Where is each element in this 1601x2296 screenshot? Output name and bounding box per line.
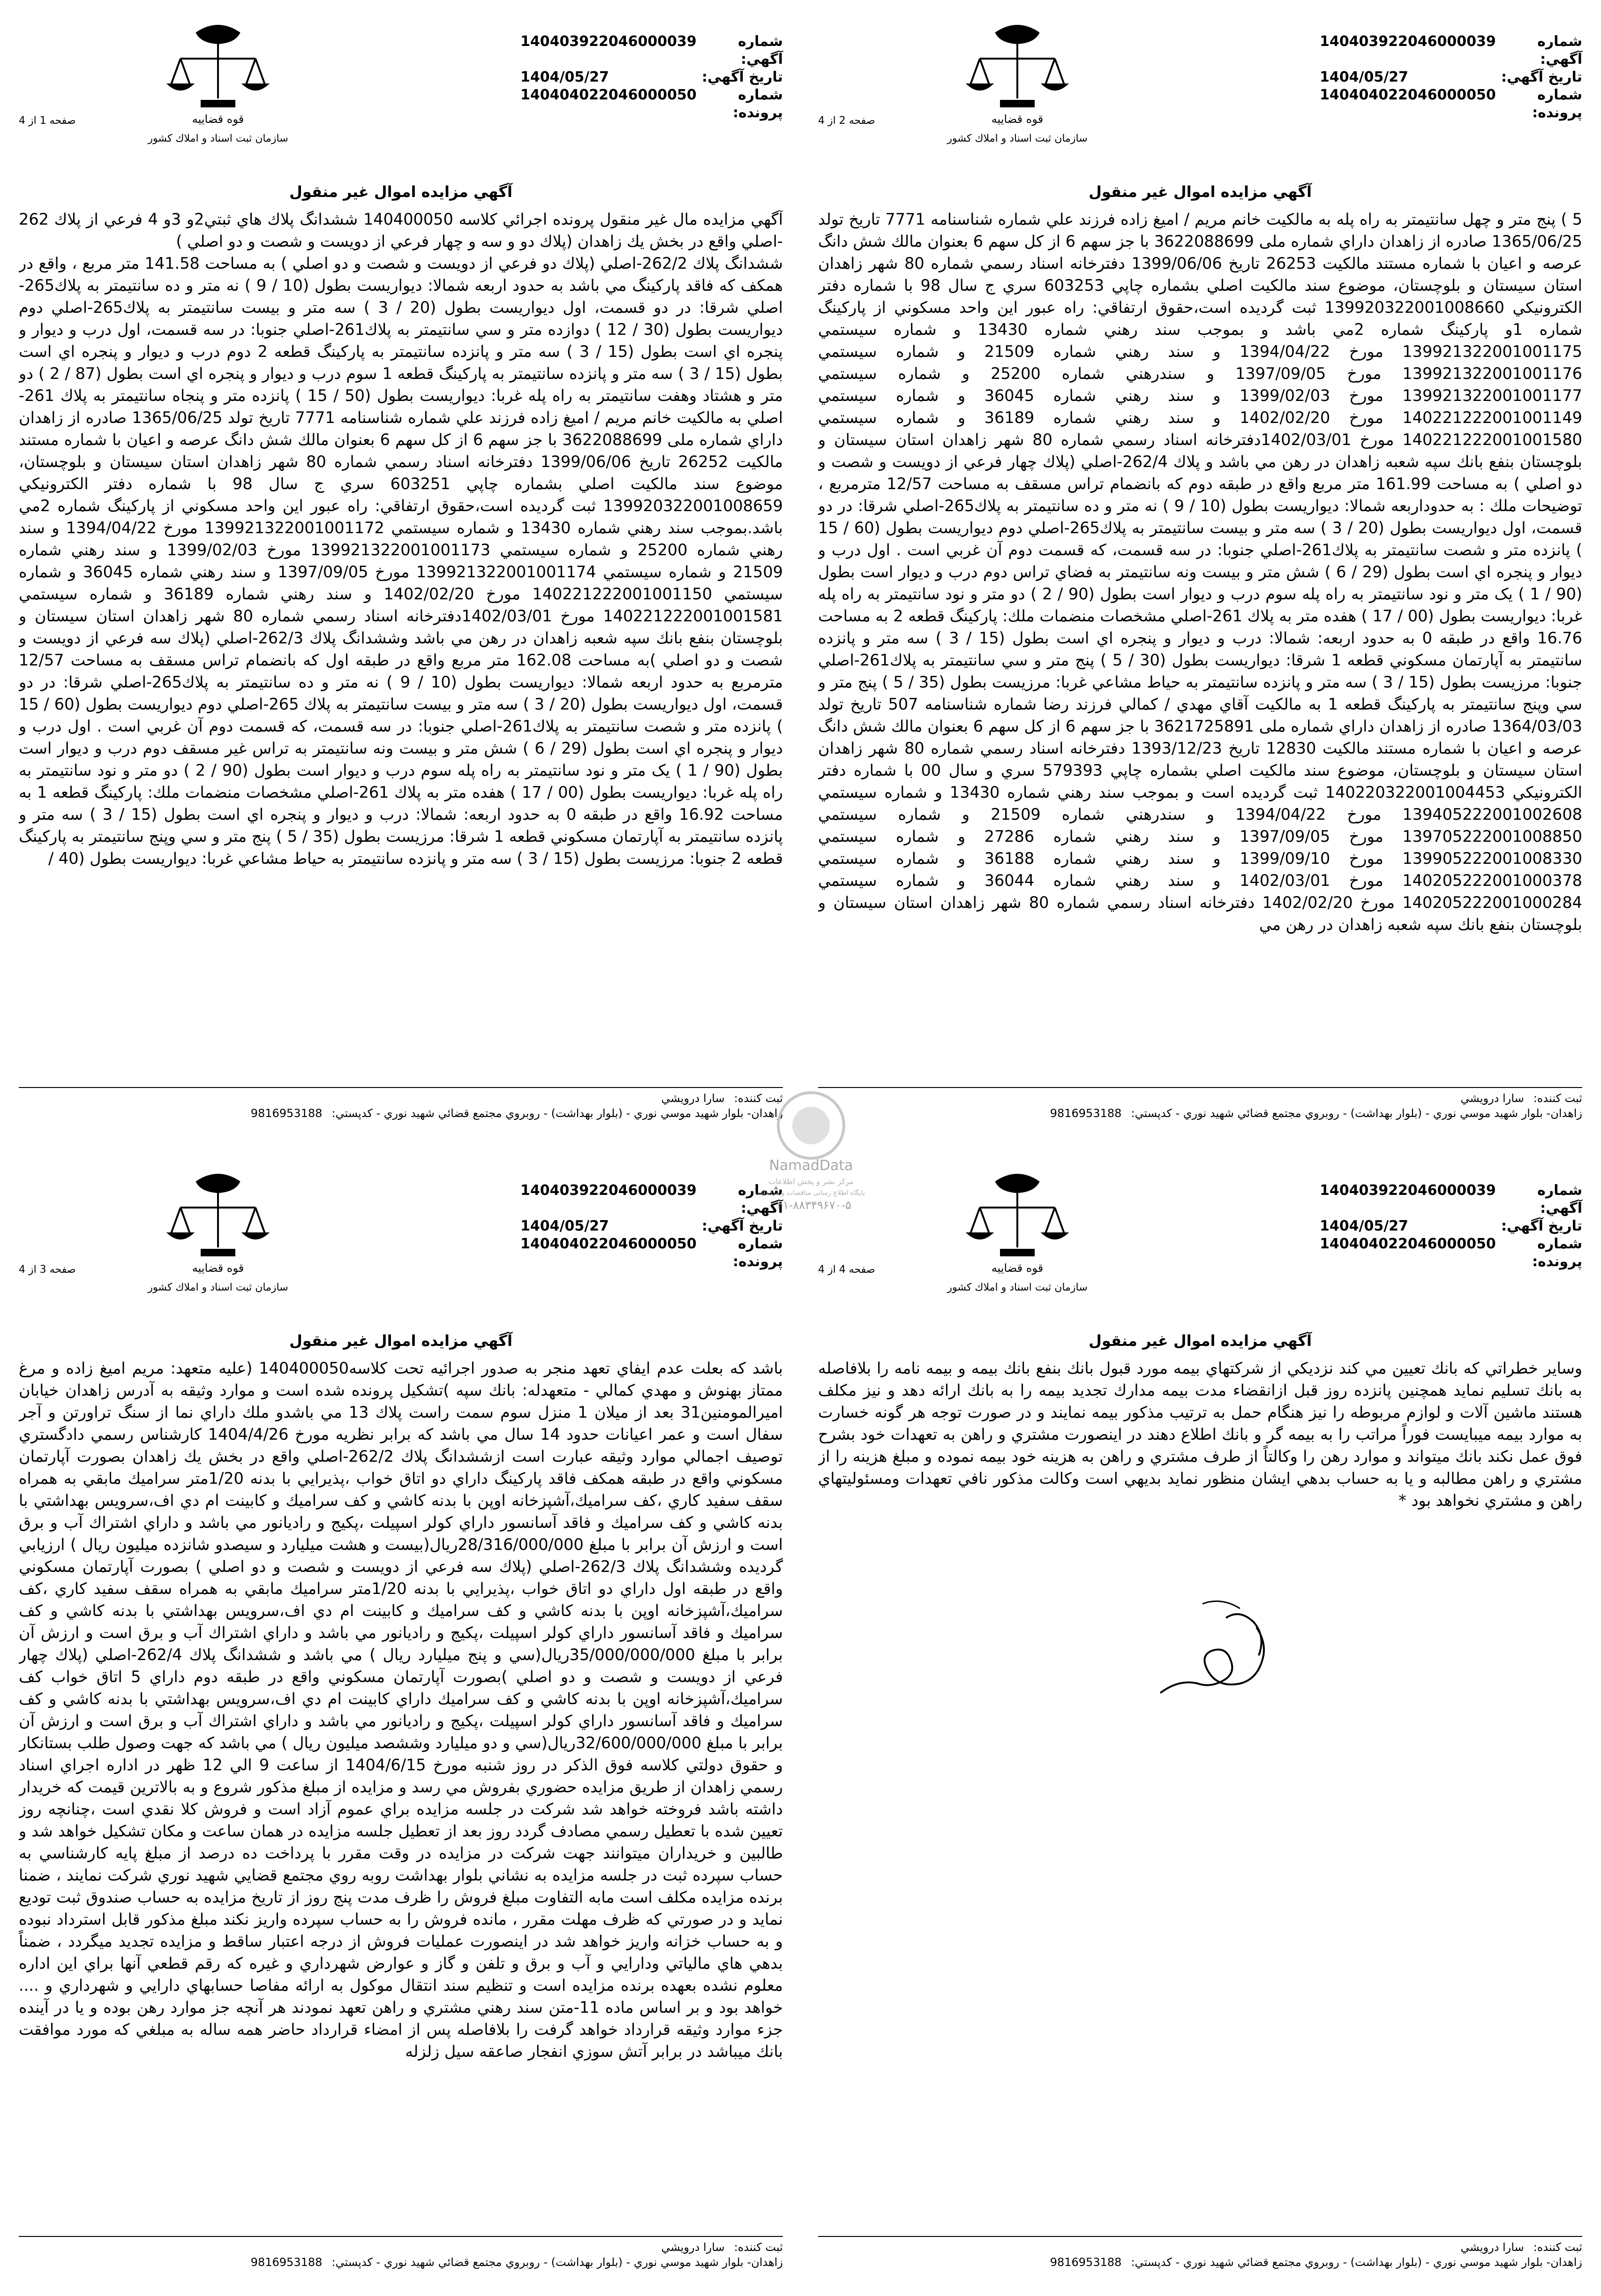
page-footer (818, 2236, 1582, 2270)
file-number-label: شماره پرونده: (1532, 1236, 1582, 1270)
namaddata-watermark (741, 1074, 881, 1215)
registrar-name: سارا درويشي (1460, 2241, 1524, 2254)
page-2 (804, 5, 1596, 1135)
notice-title: آگهي مزايده اموال غير منقول (289, 1332, 512, 1350)
postal-code: 9816953188 (1050, 2256, 1122, 2269)
registrar-name: سارا درويشي (1460, 1092, 1524, 1105)
file-number: 140404022046000050 (1320, 1236, 1496, 1252)
file-number: 140404022046000050 (1320, 87, 1496, 103)
page-header (818, 14, 1582, 155)
ad-meta (520, 33, 783, 122)
page-header (19, 14, 783, 155)
office-address: زاهدان- بلوار شهيد موسي نوري - (بلوار بهداشت) - روبروي مجتمع قضائي شهيد نوري - كدپستي: (331, 1107, 783, 1120)
file-number-label: شماره پرونده: (733, 1236, 783, 1270)
page-footer (818, 1087, 1582, 1121)
notice-body: وساير خطراتي كه بانك تعيين مي كند نزديكي از شركتهاي بيمه مورد قبول بانك بنفع بانك بيمه و بيمه نامه را بلافاصله به بانك تسليم نمايد همچنين پانزده روز قبل ازانقضاء مدت بيمه مدارك تجديد بيمه را به بانك ارائه دهد و نيز مكلف هستند ماشين آلات و لوازم مربوطه را نيز هنگام حمل به ترتيب مذكور بيمه نمايند و در صورت توجه هر گونه خسارت به موارد بيمه ميبايست فوراً مراتب را به بيمه گر و بانك اطلاع دهند در اينصورت مشتري و راهن به تعهدات خود بشرح فوق عمل نكند بانك ميتواند و موارد رهن را وكالتاً از طرف مشتري و راهن به هزينه خود بيمه نموده و مبلغ هزينه را از مشتري و راهن مطالبه و يا به حساب بدهي ايشان منظور نمايد بديهي است وكالت مذكور نافي تعهدات ومسئوليتهاي راهن و مشتري نخواهد بود * (818, 1359, 1582, 1510)
watermark-tagline: مرکز نشر و پخش اطلاعات (768, 1177, 854, 1186)
ad-date-label: تاريخ آگهي: (701, 1218, 783, 1234)
ad-meta (1320, 1182, 1582, 1271)
ad-number: 140403922046000039 (520, 33, 697, 50)
notice-title: آگهي مزايده اموال غير منقول (1089, 1332, 1312, 1350)
page-number: صفحه 3 از 4 (19, 1264, 76, 1276)
registrar-name: سارا درويشي (661, 2241, 725, 2254)
ad-date: 1404/05/27 (1320, 1218, 1408, 1234)
page-number: صفحه 2 از 4 (818, 115, 875, 127)
notice-body: آگهي مزايده مال غير منقول پرونده اجرائي كلاسه 140400050 ششدانگ پلاك هاي ثبتي2و 3و 4 فرعي از پلاك 262 -اصلي واقع در بخش يك زاهدان (پلاك دو و سه و چهار فرعي از دويست و شصت و دو اصلي ) ششدانگ پلاك 262/2-اصلي (پلاك دو فرعي از دويست و شصت و دو اصلي ) به مساحت 141.58 متر مربع ، واقع در همكف كه فاقد پاركينگ مي باشد به حدود اربعه شمالا: ديواريست بطول (10 / 9 ) نه متر و ده سانتيمتر به پلاك265-اصلي شرقا: در دو قسمت، اول ديواريست بطول (20 / 3 ) سه متر و بيست سانتيمتر به پلاك265-اصلي دوم ديواريست بطول (30 / 12 ) دوازده متر و سي سانتيمتر به پلاك261-اصلي جنوبا: در سه قسمت، اول درب و ديوار و پنجره اي است بطول (15 / 3 ) سه متر و پانزده سانتيمتر به پاركينگ قطعه 2 دوم درب و ديوار و پنجره اي است بطول (15 / 3 ) سه متر و پانزده سانتيمتر به پاركينگ قطعه 1 سوم درب و ديوار و پنجره اي است بطول (87 / 2 ) دو متر و هشتاد وهفت سانتيمتر به راه پله غربا: ديواريست بطول (50 / 15 ) پانزده متر و پنجاه سانتيمتر به پلاك 261-اصلي به مالكيت خانم مريم / امیغ زاده فرزند علي شماره شناسنامه 7771 تاريخ تولد 1365/06/25 صادره از زاهدان داراي شماره ملی 3622088699 با جز سهم 6 از كل سهم 6 بعنوان مالك شش دانگ عرصه و اعيان با شماره مستند مالكيت 26252 تاريخ 1399/06/06 دفترخانه اسناد رسمي شماره 80 شهر زاهدان استان سيستان و بلوچستان، موضوع سند مالكيت اصلي بشماره چاپي 603251 سري ج سال 98 با شماره دفتر الكترونيكي 139920322001008659 ثبت گرديده است،حقوق ارتفاقي: راه عبور اين واحد مسكوني از پاركينگ شماره 2مي باشد.بموجب سند رهني شماره 13430 و شماره سيستمي 139921322001001172 مورخ 1394/04/22 و سند رهني شماره 25200 و شماره سيستمي 139921322001001173 مورخ 1399/02/03 و سند رهني شماره 21509 و شماره سيستمي 139921322001001174 مورخ 1397/09/05 و سند رهني شماره 36045 و شماره سيستمي 140221222001001150 مورخ 1402/02/20 و سند رهني شماره 36189 و شماره سيستمي 140221222001001581 مورخ 1402/03/01دفترخانه اسناد رسمي شماره 80 شهر زاهدان استان سيستان و بلوچستان بنفع بانك سپه شعبه زاهدان در رهن مي باشد وششدانگ پلاك 262/3-اصلي (پلاك سه فرعي از دويست و شصت و دو اصلي )به مساحت 162.08 متر مربع واقع در طبقه اول كه بانضمام تراس مسقف به مساحت 12/57 مترمربع به حدود اربعه شمالا: ديواريست بطول (10 / 9 ) نه متر و ده سانتيمتر به پلاك265-اصلي شرقا: در دو قسمت، اول ديواريست بطول (20 / 3 ) سه متر و بيست سانتيمتر به پلاك 265-اصلي دوم ديواريست بطول (60 / 15 ) پانزده متر و شصت سانتيمتر به پلاك261-اصلي جنوبا: در سه قسمت، كه قسمت دوم آن غربي است . اول درب و ديوار و پنجره اي است بطول (29 / 6 ) شش متر و بيست ونه سانتيمتر به تراس غير مسقف دوم درب و ديوار است بطول (90 / 1 ) يک متر و نود سانتيمتر به راه پله سوم درب و ديوار است بطول (90 / 2 ) دو متر و نود سانتيمتر به راه پله غربا: ديواريست بطول (00 / 17 ) هفده متر به پلاك 261-اصلي مشخصات منضمات ملك: پاركينگ قطعه 1 به مساحت 16.92 واقع در طبقه 0 به حدود اربعه: شمالا: درب و ديوار و پنجره اي است بطول (15 / 3 ) سه متر و پانزده سانتيمتر به آپارتمان مسكوني قطعه 1 شرقا: مرزيست بطول (35 / 5 ) پنج متر و سي وپنج سانتيمتر به پاركينگ قطعه 2 جنوبا: مرزيست بطول (15 / 3 ) سه متر و پانزده سانتيمتر به حياط مشاعي غربا: ديواريست بطول (40 / (19, 210, 783, 868)
ad-date-label: تاريخ آگهي: (701, 69, 783, 85)
judiciary-emblem-icon (940, 14, 1095, 155)
page-1 (5, 5, 797, 1135)
postal-code: 9816953188 (1050, 1107, 1122, 1120)
org-line2: سازمان ثبت اسناد و املاك كشور (148, 133, 288, 144)
file-number-label: شماره پرونده: (1532, 87, 1582, 121)
page-number: صفحه 1 از 4 (19, 115, 76, 127)
file-number: 140404022046000050 (520, 87, 697, 103)
registrar-label: ثبت كننده: (1533, 1092, 1582, 1105)
notice-title: آگهي مزايده اموال غير منقول (1089, 183, 1312, 201)
registrar-label: ثبت كننده: (734, 2241, 783, 2254)
watermark-subtitle: پایگاه اطلاع رسانی مناقصات و مزایدات (757, 1189, 865, 1197)
ad-meta (1320, 33, 1582, 122)
registrar-name: سارا درويشي (661, 1092, 725, 1105)
org-line1: قوه قضاييه (192, 113, 244, 126)
page-header (818, 1163, 1582, 1304)
postal-code: 9816953188 (250, 1107, 323, 1120)
ad-date: 1404/05/27 (520, 69, 609, 85)
org-line2: سازمان ثبت اسناد و املاك كشور (947, 1282, 1088, 1293)
ad-number: 140403922046000039 (1320, 1182, 1496, 1199)
org-line2: سازمان ثبت اسناد و املاك كشور (148, 1282, 288, 1293)
page-header (19, 1163, 783, 1304)
ad-date: 1404/05/27 (520, 1218, 609, 1234)
file-number: 140404022046000050 (520, 1236, 697, 1252)
page-number: صفحه 4 از 4 (818, 1264, 875, 1276)
notice-body: 5 ) پنج متر و چهل سانتيمتر به راه پله به مالكيت خانم مريم / امیغ زاده فرزند علي شماره شناسنامه 7771 تاريخ تولد 1365/06/25 صادره از زاهدان داراي شماره ملی 3622088699 با جز سهم 6 از كل سهم 6 بعنوان مالك شش دانگ عرصه و اعيان با شماره مستند مالكيت 26253 تاريخ 1399/06/06 دفترخانه اسناد رسمي شماره 80 شهر زاهدان استان سيستان و بلوچستان، موضوع سند مالكيت اصلي بشماره چاپي 603253 سري ج سال 98 با شماره دفتر الكترونيكي 139920322001008660 ثبت گرديده است،حقوق ارتفاقي: راه عبور اين واحد مسكوني از پاركينگ شماره 1و پاركينگ شماره 2مي باشد و بموجب سند رهني شماره 13430 و شماره سيستمي 139921322001001175 مورخ 1394/04/22 و سند رهني شماره 21509 و شماره سيستمي 139921322001001176 مورخ 1397/09/05 و سندرهني شماره 25200 و شماره سيستمي 139921322001001177 مورخ 1399/02/03 و سند رهني شماره 36045 و شماره سيستمي 140221222001001149 مورخ 1402/02/20 و سند رهني شماره 36189 و شماره سيستمي 140221222001001580 مورخ 1402/03/01دفترخانه اسناد رسمي شماره 80 شهر زاهدان استان سيستان و بلوچستان بنفع بانك سپه شعبه زاهدان در رهن مي باشد و پلاك 262/4-اصلي (پلاك چهار فرعي از دويست و شصت و دو اصلي ) به مساحت 161.99 متر مربع واقع در طبقه دوم كه بانضمام تراس مسقف به مساحت 12/57 مترمربع ، توضيحات ملك : به حدوداربعه شمالا: ديواريست بطول (10 / 9 ) نه متر و ده سانتيمتر به پلاك265-اصلي شرقا: در دو قسمت، اول ديواريست بطول (20 / 3 ) سه متر و بيست سانتيمتر به پلاك265-اصلي دوم ديواريست بطول (60 / 15 ) پانزده متر و شصت سانتيمتر به پلاك261-اصلي جنوبا: در سه قسمت، كه قسمت دوم آن غربي است . اول درب و ديوار و پنجره اي است بطول (29 / 6 ) شش متر و بيست ونه سانتيمتر به فضاي تراس دوم درب و ديوار است بطول (90 / 1 ) يک متر و نود سانتيمتر به راه پله سوم درب و ديوار است بطول (90 / 2 ) دو متر و نود سانتيمتر به راه پله غربا: ديواريست بطول (00 / 17 ) هفده متر به پلاك 261-اصلي مشخصات منضمات ملك: پاركينگ قطعه 2 به مساحت 16.76 واقع در طبقه 0 به حدود اربعه: شمالا: درب و ديوار و پنجره اي است بطول (15 / 3 ) سه متر و پانزده سانتيمتر به آپارتمان مسكوني قطعه 1 شرقا: ديواريست بطول (30 / 5 ) پنج متر و سي سانتيمتر به پلاك261-اصلي جنوبا: مرزيست بطول (15 / 3 ) سه متر و پانزده سانتيمتر به حياط مشاعي غربا: مرزيست بطول (35 / 5 ) پنج متر و سي وپنج سانتيمتر به پاركينگ قطعه 1 به مالكيت آقاي مهدي / كمالي فرزند رضا شماره شناسنامه 507 تاريخ تولد 1364/03/03 صادره از زاهدان داراي شماره ملی 3621725891 با جز سهم 6 از كل سهم 6 بعنوان مالك شش دانگ عرصه و اعيان با شماره مستند مالكيت 12830 تاريخ 1393/12/23 دفترخانه اسناد رسمي شماره 80 شهر زاهدان استان سيستان و بلوچستان، موضوع سند مالكيت اصلي بشماره چاپي 579393 سري و سال 00 با شماره دفتر الكترونيكي 140220322001004453 ثبت گرديده است و بموجب سند رهني شماره 13430 و شماره سيستمي 139405222001002608 مورخ 1394/04/22 و سندرهني شماره 21509 و شماره سيستمي 139705222001008850 مورخ 1397/09/05 و سند رهني شماره 27286 و شماره سيستمي 139905222001008330 مورخ 1399/09/10 و سند رهني شماره 36188 و شماره سيستمي 140205222001000378 مورخ 1402/03/01 و سند رهني شماره 36044 و شماره سيستمي 140205222001000284 مورخ 1402/02/20 دفترخانه اسناد رسمي شماره 80 شهر زاهدان استان سيستان و بلوچستان بنفع بانك سپه شعبه زاهدان در رهن مي (818, 210, 1582, 934)
ad-date-label: تاريخ آگهي: (1501, 1218, 1582, 1234)
ad-number-label: شماره آگهي: (1537, 33, 1582, 68)
postal-code: 9816953188 (250, 2256, 323, 2269)
ad-date-label: تاريخ آگهي: (1501, 69, 1582, 85)
ad-number: 140403922046000039 (1320, 33, 1496, 50)
notice-body: باشد كه بعلت عدم ايفاي تعهد منجر به صدور اجرائيه تحت كلاسه140400050 (عليه متعهد: مريم امیغ زاده و مرغ ممتاز بهنوش و مهدي كمالي - متعهدله: بانك سپه )تشكيل پرونده شده است و موارد وثيقه به آدرس زاهدان خيابان اميرالمومنين31 بعد از ميلان 1 منزل سوم سمت راست پلاك 13 مي باشدو ملك داراي نما از سنگ تراورتن و آجر سفال است و عمر اعيانات حدود 14 سال مي باشد كه برابر نظريه مورخ 1404/4/26 كارشناس رسمي دادگستري توصيف اجمالي موارد وثيقه عبارت است ازششدانگ پلاك 262/2-اصلي واقع در بخش يك زاهدان بصورت آپارتمان مسكوني واقع در طبقه همكف فاقد پاركينگ داراي دو اتاق خواب ،پذيرايي با بدنه 1/20متر سراميك مابقي به همراه سقف سفيد كاري ،كف سراميك،آشپزخانه اوپن با بدنه كاشي و كف سراميك و كابينت ام دي اف،سرويس بهداشتي با بدنه كاشي و كف سراميك و فاقد آسانسور داراي كولر اسپيلت ،پكيج و راديانور مي باشد و داراي اشتراك آب و برق است و ارزش آن برابر با مبلغ 28/316/000/000ريال(بيست و هشت ميليارد و سيصدو شانزده ميليون ريال ) ارزيابي گرديده وششدانگ پلاك 262/3-اصلي (پلاك سه فرعي از دويست و شصت و دو اصلي ) بصورت آپارتمان مسكوني واقع در طبقه اول داراي دو اتاق خواب ،پذيرايي با بدنه 1/20متر سراميك مابقي به همراه سقف سفيد كاري ،كف سراميك،آشپزخانه اوپن با بدنه كاشي و كف سراميك و كابينت ام دي اف،سرويس بهداشتي با بدنه كاشي و كف سراميك و فاقد آسانسور داراي كولر اسپيلت ،پكيج و راديانور مي باشد و داراي اشتراك آب و برق است و ارزش آن برابر با مبلغ 35/000/000/000ريال(سي و پنج ميليارد ريال ) مي باشد و ششدانگ پلاك 262/4-اصلي (پلاك چهار فرعي از دويست و شصت و دو اصلي )بصورت آپارتمان مسكوني واقع در طبقه دوم داراي 5 اتاق خواب كف سراميك،آشپزخانه اوپن با بدنه كاشي و كف سراميك داراي كابينت ام دي اف،سرويس بهداشتي با بدنه كاشي و كف سراميك و فاقد آسانسور داراي كولر اسپيلت ،پكيج و راديانور مي باشد و داراي اشتراك آب و برق است و ارزش آن برابر با مبلغ 32/600/000/000ريال(سي و دو ميليارد وششصد ميليون ريال ) مي باشد كه جهت وصول طلب بستانكار و حقوق دولتي كلاسه فوق الذكر در روز شنبه مورخ 1404/6/15 از ساعت 9 الي 12 ظهر در اداره اجراي اسناد رسمي زاهدان از طريق مزايده حضوري بفروش مي رسد و مزايده از مبلغ مذكور شروع و به بالاترين قيمت كه خريدار داشته باشد فروخته خواهد شد شركت در جلسه مزايده براي عموم آزاد است و فروش كلا نقدي است ،چنانچه روز تعيين شده با تعطيل رسمي مصادف گردد روز بعد از تعطيل جلسه مزايده در همان ساعت و مكان تشكيل خواهد شد و طالبين و خريداران ميتوانند جهت شركت در مزايده در وقت مقرر با پرداخت ده درصد از مبلغ پايه كارشناسي به حساب سپرده ثبت در جلسه مزايده به نشاني بلوار بهداشت روبه روي مجتمع قضايي شهيد نوري شركت نمايند ، ضمنا برنده مزايده مكلف است مابه التفاوت مبلغ فروش را ظرف مدت پنج روز از تاريخ مزايده به حساب صندوق ثبت توديع نمايد و در صورتي كه ظرف مهلت مقرر ، مانده فروش را به حساب سپرده واريز نكند مبلغ مذكور قابل استرداد نبوده و به حساب خزانه واريز خواهد شد در اينصورت عمليات فروش از درجه اعتبار ساقط و مزايده تجديد ميگردد ، ضمناً بدهي هاي مالياتي ودارايي و آب و برق و تلفن و گاز و عوارض شهرداري و غيره كه رقم قطعي آنها براي اين اداره معلوم نشده بعهده برنده مزايده است و تنظيم سند انتقال موكول به ارائه مفاصا حسابهاي دارايي و شهرداري و .... خواهد بود و بر اساس ماده 11-متن سند رهني مشتري و راهن تعهد نمودند هر آنچه جز موارد رهن بوده و يا در آينده جزء موارد وثيقه قرارداد خواهد گرفت را بلافاصله پس از امضاء قرارداد حاضر همه ساله به مبلغي كه مورد موافقت بانك ميباشد در برابر آتش سوزي انفجار صاعقه سيل زلزله (19, 1359, 783, 2061)
page-footer (19, 1087, 783, 1121)
ad-number-label: شماره آگهي: (1537, 1182, 1582, 1216)
org-line1: قوه قضاييه (991, 113, 1044, 126)
ad-number-label: شماره آگهي: (738, 33, 783, 68)
page-3 (5, 1154, 797, 2284)
office-address: زاهدان- بلوار شهيد موسي نوري - (بلوار بهداشت) - روبروي مجتمع قضائي شهيد نوري - كدپستي: (331, 2256, 783, 2269)
judiciary-emblem-icon (141, 14, 295, 155)
watermark-phone: ۰۲۱-۸۸۳۴۹۶۷۰-۵ (770, 1199, 852, 1212)
watermark-brand: NamadData (769, 1157, 853, 1174)
judiciary-emblem-icon (940, 1163, 1095, 1304)
ad-number: 140403922046000039 (520, 1182, 697, 1199)
registrar-label: ثبت كننده: (1533, 2241, 1582, 2254)
office-address: زاهدان- بلوار شهيد موسي نوري - (بلوار بهداشت) - روبروي مجتمع قضائي شهيد نوري - كدپستي: (1131, 1107, 1582, 1120)
org-line2: سازمان ثبت اسناد و املاك كشور (947, 133, 1088, 144)
page-4 (804, 1154, 1596, 2284)
page-footer (19, 2236, 783, 2270)
org-line1: قوه قضاييه (192, 1261, 244, 1275)
office-address: زاهدان- بلوار شهيد موسي نوري - (بلوار بهداشت) - روبروي مجتمع قضائي شهيد نوري - كدپستي: (1131, 2256, 1582, 2269)
ad-number-label: شماره آگهي: (738, 1182, 783, 1216)
judiciary-emblem-icon (141, 1163, 295, 1304)
org-line1: قوه قضاييه (991, 1261, 1044, 1275)
signature-icon (1132, 1576, 1329, 1716)
registrar-label: ثبت كننده: (734, 1092, 783, 1105)
ad-date: 1404/05/27 (1320, 69, 1408, 85)
file-number-label: شماره پرونده: (733, 87, 783, 121)
notice-title: آگهي مزايده اموال غير منقول (289, 183, 512, 201)
